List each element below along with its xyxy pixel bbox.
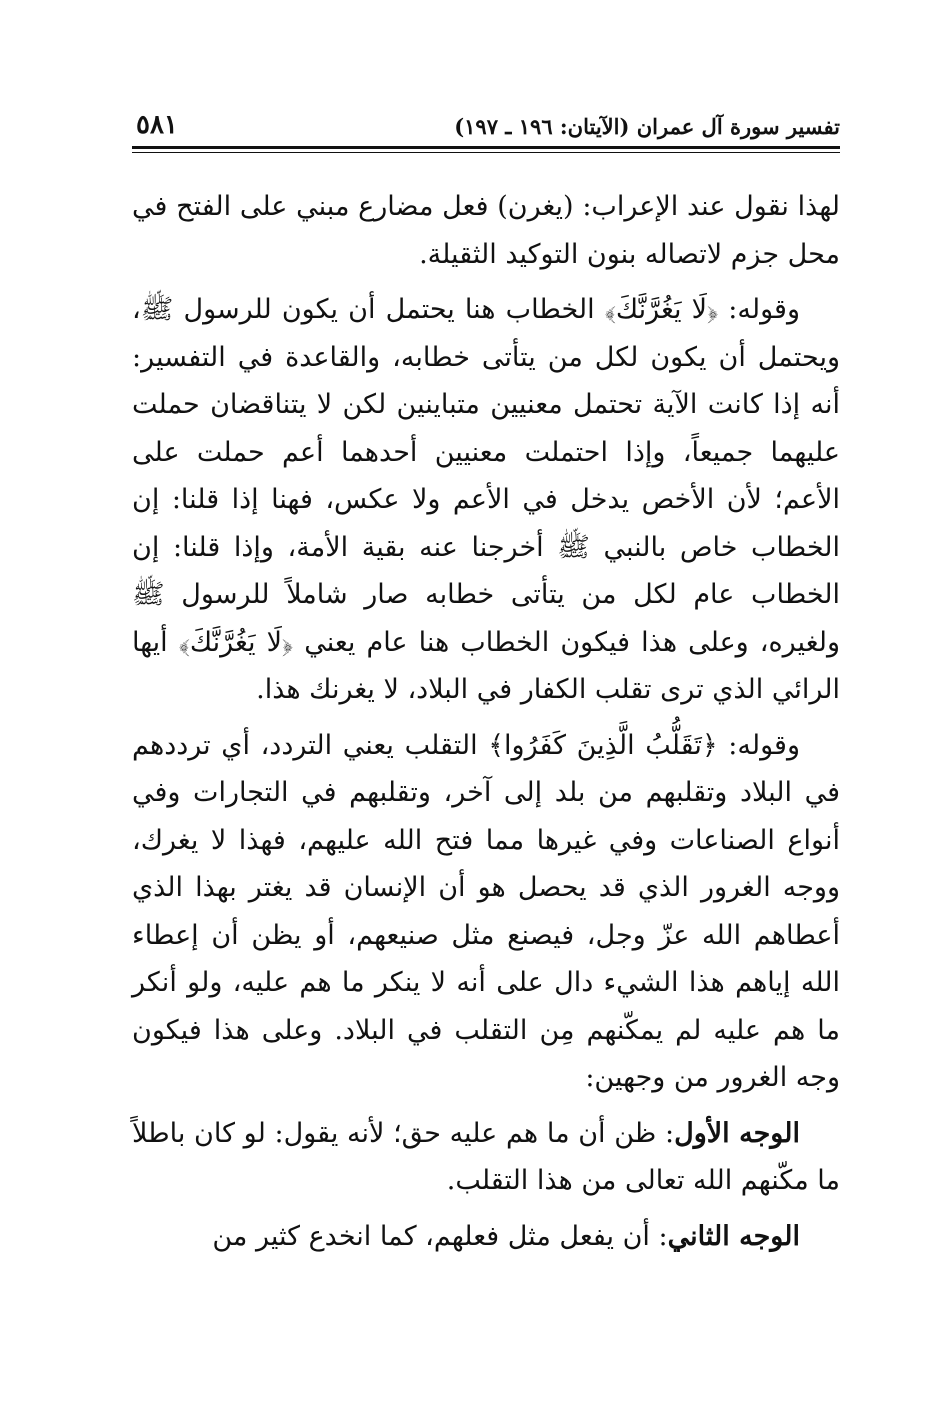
first-aspect-label: الوجه الأول: [674, 1117, 800, 1149]
page-body: [132, 183, 840, 1260]
page-number: ٥٨١: [136, 110, 178, 140]
running-header: [132, 108, 840, 146]
paragraph-2: [132, 286, 840, 714]
paragraph-3-text: وقوله: ﴿تَقَلُّبُ الَّذِينَ كَفَرُوا﴾ التقلب يعني التردد، أي ترددهم في البلاد وتقلبهم من بلد إلى آخر، وتقلبهم في التجارات وفي أنواع الصناعات وفي غيرها مما فتح الله عليهم، فهذا لا يغرك، ووجه الغرور الذي قد يحصل هو أن الإنسان قد يغتر بهذا الذي أعطاهم الله عزّ وجل، فيصنع مثل صنيعهم، أو يظن أن إعطاء الله إياهم هذا الشيء دال على أنه لا ينكر ما هم عليه، ولو أنكر ما هم عليه لم يمكّنهم مِن التقلب في البلاد. وعلى هذا فيكون وجه الغرور من وجهين:: [132, 729, 840, 1093]
second-aspect-text: : أن يفعل مثل فعلهم، كما انخدع كثير من: [212, 1220, 668, 1252]
paragraph-first-aspect: [132, 1110, 840, 1205]
paragraph-1-text: لهذا نقول عند الإعراب: (يغرن) فعل مضارع مبني على الفتح في محل جزم لاتصاله بنون التوكيد الثقيلة.: [132, 191, 840, 270]
paragraph-3: [132, 722, 840, 1102]
paragraph-2-text: وقوله: ﴿لَا يَغُرَّنَّكَ﴾ الخطاب هنا يحتمل أن يكون للرسول ﷺ، ويحتمل أن يكون لكل من يتأتى خطابه، والقاعدة في التفسير: أنه إذا كانت الآية تحتمل معنيين متباينين لكن لا يتناقضان حملت عليهما جميعاً، وإذا احتملت معنيين أحدهما أعم حملت على الأعم؛ لأن الأخص يدخل في الأعم ولا عكس، فهنا إذا قلنا: إن الخطاب خاص بالنبي ﷺ أخرجنا عنه بقية الأمة، وإذا قلنا: إن الخطاب عام لكل من يتأتى خطابه صار شاملاً للرسول ﷺ ولغيره، وعلى هذا فيكون الخطاب هنا عام يعني ﴿لَا يَغُرَّنَّكَ﴾ أيها الرائي الذي ترى تقلب الكفار في البلاد، لا يغرنك هذا.: [132, 294, 840, 705]
book-page: [132, 108, 840, 1368]
header-rule-thick: [132, 146, 840, 149]
first-aspect-text: : ظن أن ما هم عليه حق؛ لأنه يقول: لو كان باطلاً ما مكّنهم الله تعالى من هذا التقلب.: [132, 1117, 840, 1196]
header-title: تفسير سورة آل عمران (الآيتان: ١٩٦ ـ ١٩٧): [454, 114, 840, 139]
paragraph-1: [132, 183, 840, 278]
header-rule-thin: [132, 152, 840, 153]
second-aspect-label: الوجه الثاني: [667, 1220, 800, 1252]
paragraph-second-aspect: [132, 1213, 840, 1261]
